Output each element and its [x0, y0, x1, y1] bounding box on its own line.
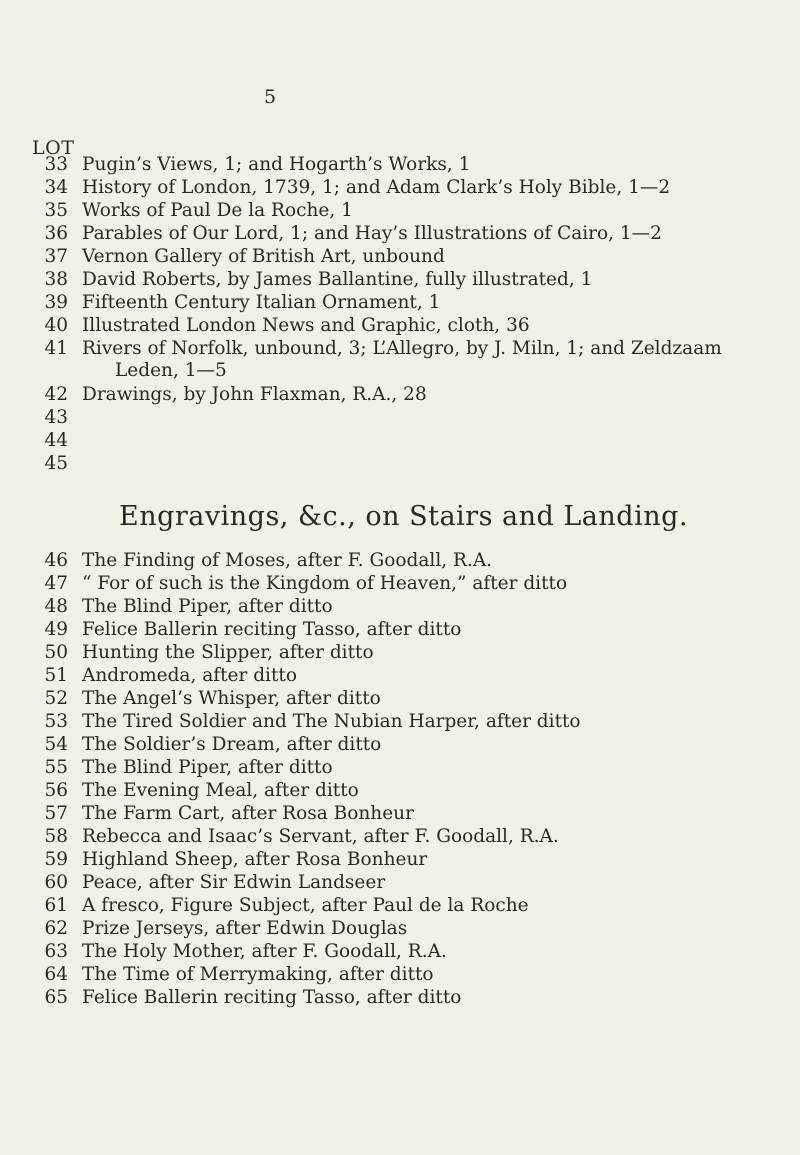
lot-number: 37 [44, 246, 68, 267]
lot-number: 41 [44, 338, 68, 359]
lot-number: 36 [44, 223, 68, 244]
lot-number: 63 [44, 941, 68, 962]
lot-description: Illustrated London News and Graphic, cloth, 36 [82, 315, 530, 336]
lot-number: 50 [44, 642, 68, 663]
lot-number: 44 [44, 430, 68, 451]
lot-description: Rivers of Norfolk, unbound, 3; L’Allegro, by J. Miln, 1; and Zeldzaam [82, 338, 722, 359]
lot-number: 39 [44, 292, 68, 313]
lot-description: “ For of such is the Kingdom of Heaven,” after ditto [82, 573, 568, 594]
lot-number: 65 [44, 987, 68, 1008]
lot-number: 53 [44, 711, 68, 732]
lot-description: David Roberts, by James Ballantine, fully illustrated, 1 [82, 269, 593, 290]
lot-description: The Holy Mother, after F. Goodall, R.A. [82, 941, 447, 962]
lot-number: 42 [44, 384, 68, 405]
lot-number: 46 [44, 550, 68, 571]
lot-description: Felice Ballerin reciting Tasso, after ditto [82, 987, 462, 1008]
lot-number: 58 [44, 826, 68, 847]
lot-description: Vernon Gallery of British Art, unbound [82, 246, 445, 267]
lot-description: The Tired Soldier and The Nubian Harper, after ditto [82, 711, 581, 732]
lot-description: The Angel’s Whisper, after ditto [82, 688, 381, 709]
lot-number: 64 [44, 964, 68, 985]
lot-description: Peace, after Sir Edwin Landseer [82, 872, 386, 893]
lot-description: The Farm Cart, after Rosa Bonheur [82, 803, 414, 824]
lot-number: 40 [44, 315, 68, 336]
lot-description: History of London, 1739, 1; and Adam Clark’s Holy Bible, 1—2 [82, 177, 671, 198]
section-heading: Engravings, &c., on Stairs and Landing. [119, 501, 688, 532]
lot-description: Rebecca and Isaac’s Servant, after F. Goodall, R.A. [82, 826, 559, 847]
lot-column-header: LOT [32, 137, 75, 159]
lot-number: 38 [44, 269, 68, 290]
lot-description: Highland Sheep, after Rosa Bonheur [82, 849, 428, 870]
lot-number: 54 [44, 734, 68, 755]
lot-number: 57 [44, 803, 68, 824]
lot-description: Fifteenth Century Italian Ornament, 1 [82, 292, 441, 313]
lot-number: 45 [44, 453, 68, 474]
lot-description: The Soldier’s Dream, after ditto [82, 734, 382, 755]
page-number: 5 [263, 86, 277, 108]
lot-number: 61 [44, 895, 68, 916]
lot41-continuation: Leden, 1—5 [115, 360, 227, 381]
lot-description: Pugin’s Views, 1; and Hogarth’s Works, 1 [82, 154, 471, 175]
lot-number: 49 [44, 619, 68, 640]
lot-number: 48 [44, 596, 68, 617]
lot-description: The Evening Meal, after ditto [82, 780, 359, 801]
lot-number: 59 [44, 849, 68, 870]
lot-number: 52 [44, 688, 68, 709]
lot-number: 51 [44, 665, 68, 686]
lot-description: Drawings, by John Flaxman, R.A., 28 [82, 384, 427, 405]
lot-description: Parables of Our Lord, 1; and Hay’s Illustrations of Cairo, 1—2 [82, 223, 662, 244]
lot-description: Hunting the Slipper, after ditto [82, 642, 374, 663]
lot-description: The Blind Piper, after ditto [82, 757, 333, 778]
lot-description: The Time of Merrymaking, after ditto [82, 964, 434, 985]
lot-number: 34 [44, 177, 68, 198]
lot-description: The Finding of Moses, after F. Goodall, R.A. [82, 550, 493, 571]
lot-number: 60 [44, 872, 68, 893]
lot-number: 33 [44, 154, 68, 175]
lot-description: Works of Paul De la Roche, 1 [82, 200, 353, 221]
lot-description: Andromeda, after ditto [82, 665, 297, 686]
lot-description: Prize Jerseys, after Edwin Douglas [82, 918, 408, 939]
lot-description: Felice Ballerin reciting Tasso, after ditto [82, 619, 462, 640]
lot-number: 47 [44, 573, 68, 594]
lot-number: 56 [44, 780, 68, 801]
lot-number: 35 [44, 200, 68, 221]
lot-number: 62 [44, 918, 68, 939]
lot-description: The Blind Piper, after ditto [82, 596, 333, 617]
lot-number: 43 [44, 407, 68, 428]
lot-number: 55 [44, 757, 68, 778]
lot-description: A fresco, Figure Subject, after Paul de la Roche [82, 895, 529, 916]
